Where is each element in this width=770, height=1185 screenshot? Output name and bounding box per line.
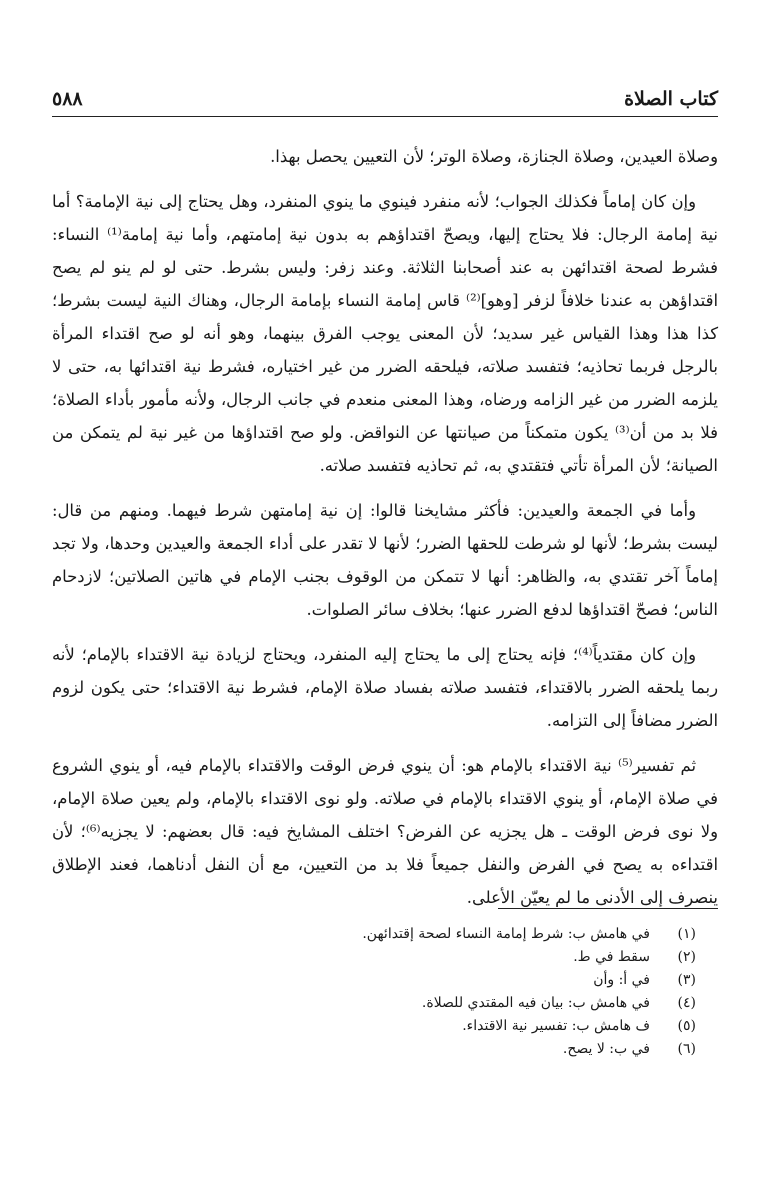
footnote-text: في هامش ب: شرط إمامة النساء لصحة إقتدائهن. [362,926,650,942]
footnote-number: (٥) [677,1018,696,1034]
footnote-divider [498,908,718,909]
footnote-number: (٦) [677,1041,696,1057]
footnote-text: في ب: لا يصح. [562,1041,650,1057]
paragraph: ثم تفسير⁽⁵⁾ نية الاقتداء بالإمام هو: أن ينوي فرض الوقت والاقتداء بالإمام فيه، أو ينوي الشروع في صلاة الإمام، أو ينوي الاقتداء بالإمام في صلاته. ولو نوى الاقتداء بالإمام، ولم يعين صلاة الإمام، ولا نوى فرض الوقت ـ هل يجزيه عن الفرض؟ اختلف المشايخ فيه: قال بعضهم: لا يجزيه⁽⁶⁾؛ لأن اقتداءه به يصح في الفرض والنفل جميعاً فلا بد من التعيين، مع أن النفل أدناهما، فعند الإطلاق ينصرف إلى الأدنى ما لم يعيّن الأعلى. [52,756,718,907]
paragraph: وأما في الجمعة والعيدين: فأكثر مشايخنا قالوا: إن نية إمامتهن شرط فيهما. ومنهم من قال: ليست بشرط؛ لأنها لو شرطت للحقها الضرر؛ لأنها لا تقدر على أداء الجمعة والعيدين وحدها، ولا تجد إماماً آخر تقتدي به، والظاهر: أنها لا تتمكن من الوقوف بجنب الإمام في هاتين الصلاتين؛ لازدحام الناس؛ فصحّ اقتداؤها لدفع الضرر عنها؛ بخلاف سائر الصلوات. [52,501,718,619]
footnote-number: (١) [677,926,696,942]
footnote [52,992,718,1015]
footnote-text: ف هامش ب: تفسير نية الاقتداء. [462,1018,650,1034]
paragraph: وإن كان إماماً فكذلك الجواب؛ لأنه منفرد فينوي ما ينوي المنفرد، وهل يحتاج إلى نية الإمامة؟ أما نية إمامة الرجال: فلا يحتاج إليها، ويصحّ اقتداؤهم به بدون نية إمامتهم، وأما نية إمامة⁽¹⁾ النساء: فشرط لصحة اقتدائهن به عند أصحابنا الثلاثة. وعند زفر: وليس بشرط. حتى لو لم ينو لم يصح اقتداؤهن به عندنا خلافاً لزفر [وهو]⁽²⁾ قاس إمامة النساء بإمامة الرجال، وهناك النية ليست بشرط؛ كذا هذا وهذا القياس غير سديد؛ لأن المعنى يوجب الفرق بينهما، وهو أنه لو صح اقتداء المرأة بالرجل فربما تحاذيه؛ فتفسد صلاته، فيلحقه الضرر من غير اختياره، فشرط نية اقتدائها به، حتى لا يلزمه الضرر من غير الزامه ورضاه، وهذا المعنى منعدم في جانب الرجال، ولأنه مأمور بأداء الصلاة؛ فلا بد من أن⁽³⁾ يكون متمكناً من صيانتها عن النواقض. ولو صح اقتداؤها من غير نية لم يتمكن من الصيانة؛ لأن المرأة تأتي فتقتدي به، ثم تحاذيه فتفسد صلاته. [52,192,718,475]
footnote [52,969,718,992]
footnote [52,1015,718,1038]
main-text [52,140,718,926]
page-header [52,86,718,117]
footnote-text: في هامش ب: بيان فيه المقتدي للصلاة. [421,995,650,1011]
footnote-number: (٣) [677,972,696,988]
footnote [52,946,718,969]
footnote [52,923,718,946]
footnotes [52,908,718,1061]
chapter-title: كتاب الصلاة [624,88,718,110]
page-number: ٥٨٨ [52,88,83,110]
footnote-text: سقط في ط. [573,949,650,965]
footnote-number: (٢) [677,949,696,965]
paragraph: وصلاة العيدين، وصلاة الجنازة، وصلاة الوتر؛ لأن التعيين يحصل بهذا. [270,147,718,166]
paragraph: وإن كان مقتدياً⁽⁴⁾؛ فإنه يحتاج إلى ما يحتاج إليه المنفرد، ويحتاج لزيادة نية الاقتداء بالإمام؛ لأنه ربما يلحقه الضرر بالاقتداء، فتفسد صلاته بفساد صلاة الإمام، فشرط نية الاقتداء؛ حتى يكون لزوم الضرر مضافاً إلى التزامه. [52,645,718,730]
footnote-number: (٤) [677,995,696,1011]
footnote [52,1038,718,1061]
footnote-text: في أ: وأن [593,972,650,988]
